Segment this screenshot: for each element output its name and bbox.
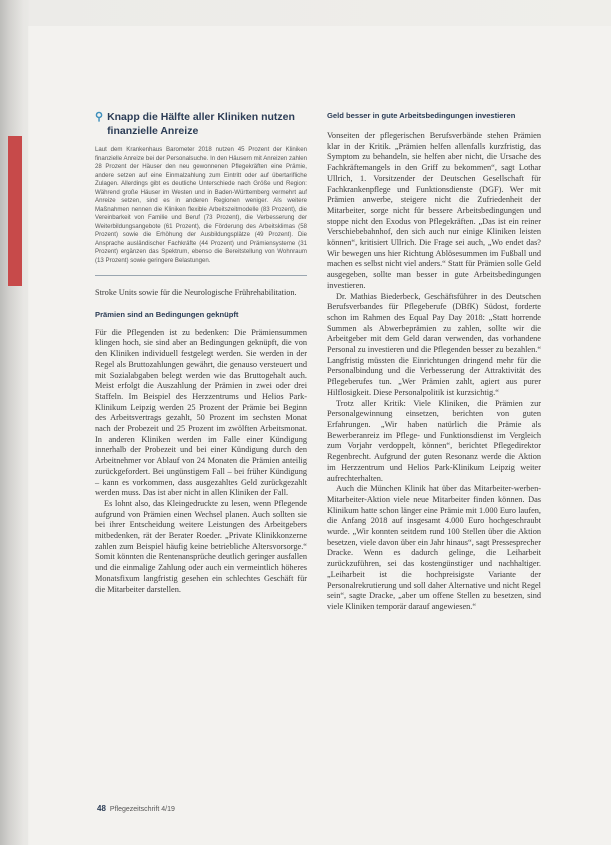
page-footer xyxy=(97,804,175,813)
page-fold-shadow xyxy=(0,0,30,845)
right-paragraph: Vonseiten der pflegerischen Berufsverbände stehen Prämien klar in der Kritik. „Prämien helfen allenfalls kurzfristig, das Symptom zu behandeln, sie helfen aber nicht, die Ursache des Fachkräftemangels in den Griff zu bekommen“, sagt Lothar Ullrich, 1. Vorsitzender der Deutschen Gesellschaft für Fachkrankenpflege und Funktionsdienste (DGF). Wer mit Prämien anwerbe, steigere nicht die Zufriedenheit der Mitarbeiter, sorge nicht für bessere Arbeitsbedingungen und stoppe nicht den Exodus von Pflegekräften. „Das ist ein reiner Verschiebebahnhof, den sich auch nur einige Kliniken leisten können“, kritisiert Ullrich. Die Frage sei auch, „Wo endet das? Wir bewegen uns hier Richtung Ablösesummen im Fußball und machen es selbst nicht viel anders.“ Statt für Prämien solle Geld ausgegeben, sollte man besser in gute Arbeitsbedingungen investieren. xyxy=(327,131,541,290)
right-paragraph: Dr. Mathias Biederbeck, Geschäftsführer in des Deutschen Berufsverbandes für Pflegeberufe (DBfK) Südost, forderte schon im Rahmen des Equal Pay Day 2018: „Statt horrende Summen als Abwerbeprämien zu zahlen, sollte wir die Arbeitgeber mit dem Geld daran verwenden, das vorhandene Personal zu investieren und die Pflegenden besser zu bezahlen.“ Langfristig müssten die Einrichtungen dringend mehr für die Personalbindung und die Verbesserung der Attraktivität des Pflegeberufes tun. „Wer Prämien zahlt, agiert aus purer Hilflosigkeit. Diese Personalpolitik ist kurzsichtig.“ xyxy=(327,291,541,397)
left-subheading: Prämien sind an Bedingungen geknüpft xyxy=(95,309,239,319)
infobox-heading xyxy=(95,110,307,138)
publication-name: Pflegezeitschrift 4/19 xyxy=(109,806,175,813)
right-paragraph: Auch die München Klinik hat über das Mitarbeiter-werben-Mitarbeiter-Aktion viele neue Mitarbeiter finden können. Das Klinikum hatte schon länger eine Prämie mit 1.000 Euro laufen, die Anfang 2018 auf insgesamt 4.000 Euro hochgeschraubt wurde. „Wir konnten seitdem rund 100 Stellen über die Aktion besetzen, viele davon über ein Jahr hinaus“, sagt Pressesprecher Dracke. Wenn es dadurch gelinge, die Leiharbeit zurückzuführen, sei das kostengünstiger und nachhaltiger. „Leiharbeit ist die hochpreisigste Variante der Personalrekrutierung und soll daher Alternative und nicht Regel sein“, sagte Dracke, „aber um offene Stellen zu besetzen, sind viele Kliniken temporär darauf angewiesen.“ xyxy=(327,484,541,611)
infobox-title: Knapp die Hälfte aller Kliniken nutzen finanzielle Anreize xyxy=(107,111,295,137)
right-column xyxy=(327,110,541,613)
infobox-divider xyxy=(95,275,307,276)
left-intro-text: Stroke Units sowie für die Neurologische Frührehabilitation. xyxy=(95,288,297,297)
right-paragraph: Trotz aller Kritik: Viele Kliniken, die Prämien zur Personalgewinnung einsetzen, berichten von guten Erfahrungen. „Wir haben natürlich die Prämie als Bewerberanreiz im Pflege- und Funktionsdienst im Vergleich zum Vorjahr verdoppelt, können“, berichtet Pflegedirektor Regenbrecht. Aufgrund der guten Resonanz werde die Aktion im Herzzentrum und Helios Park-Klinikum Leipzig weiter aufrechterhalten. xyxy=(327,398,541,483)
left-column xyxy=(95,110,307,595)
infobox-text: Laut dem Krankenhaus Barometer 2018 nutzen 45 Prozent der Kliniken finanzielle Anreize bei der Personalsuche. In den Häusern mit Anreizen zahlen 28 Prozent der Häuser den neu gewonnenen Pflegekräften eine Prämie, andere setzen auf eine Einmalzahlung zum Eintritt oder auf übertarifliche Zulagen. Allerdings gibt es deutliche Unterschiede nach Größe und Region: Während große Häuser im Westen und in Baden-Württemberg vermehrt auf Anreize setzen, sind es in anderen Regionen weniger. Als weitere Maßnahmen nennen die Kliniken flexible Arbeitszeitmodelle (83 Prozent), die Vereinbarkeit von Familie und Beruf (73 Prozent), die Verbesserung der Weiterbildungsangebote (61 Prozent), die Förderung des Arbeitsklimas (58 Prozent) sowie die Erhöhung der Ausbildungsplätze (49 Prozent). Die Ansprache ausländischer Fachkräfte (44 Prozent) und Prämiensysteme (31 Prozent) ergänzen das Spektrum, ebenso die Bereitstellung von Wohnraum (13 Prozent) sowie geringere Belastungen. xyxy=(95,146,307,264)
right-subheading: Geld besser in gute Arbeitsbedingungen investieren xyxy=(327,111,516,120)
left-paragraph: Für die Pflegenden ist zu bedenken: Die Prämiensummen klingen hoch, sie sind aber an Bedingungen geknüpft, die von den Kliniken individuell festgelegt werden. Sie werden in der Regel als Bruttozahlungen gewährt, die genauso versteuert und mit Sozialabgaben belegt werden wie das Bruttogehalt auch. Meist erfolgt die Auszahlung der Prämien in zwei oder drei Staffeln. Im Beispiel des Herzzentrums und Helios Park-Klinikum Leipzig werden 25 Prozent der Prämie bei Beginn des Arbeitsvertrags gezahlt, 50 Prozent im sechsten Monat nach der Probezeit und 25 Prozent im zwölften Arbeitsmonat. In anderen Kliniken werden im Falle einer Kündigung innerhalb der Probezeit und bei einer Kündigung durch den Arbeitnehmer vor Ablauf von 24 Monaten die Prämien anteilig zurückgefordert. Bei ungünstigem Fall – bei früher Kündigung – kann es vorkommen, dass ausgezahltes Geld zurückgezahlt werden muss. Das ist aber nicht in allen Kliniken der Fall. xyxy=(95,327,307,498)
infobox xyxy=(95,110,307,276)
page-edge-color-mark xyxy=(8,136,22,286)
left-paragraph: Es lohnt also, das Kleingedruckte zu lesen, wenn Pflegende aufgrund von Prämien einen Wechsel planen. Auch sollten sie bei ihrer Entscheidung weitere Leistungen des Arbeitgebers mitbedenken, rät der Berater Roeder. „Private Klinikkonzerne zahlen zum Beispiel häufig keine betriebliche Altersvorsorge.“ Somit könnten die Rentenansprüche deutlich geringer ausfallen und die einmalige Zahlung oder auch ein vermeintlich höheres Monatsfixum langfristig gesehen ein schlechtes Geschäft für die Mitarbeiter darstellen. xyxy=(95,498,307,594)
page-number: 48 xyxy=(97,804,106,813)
lightbulb-icon: ⚲ xyxy=(95,111,104,123)
